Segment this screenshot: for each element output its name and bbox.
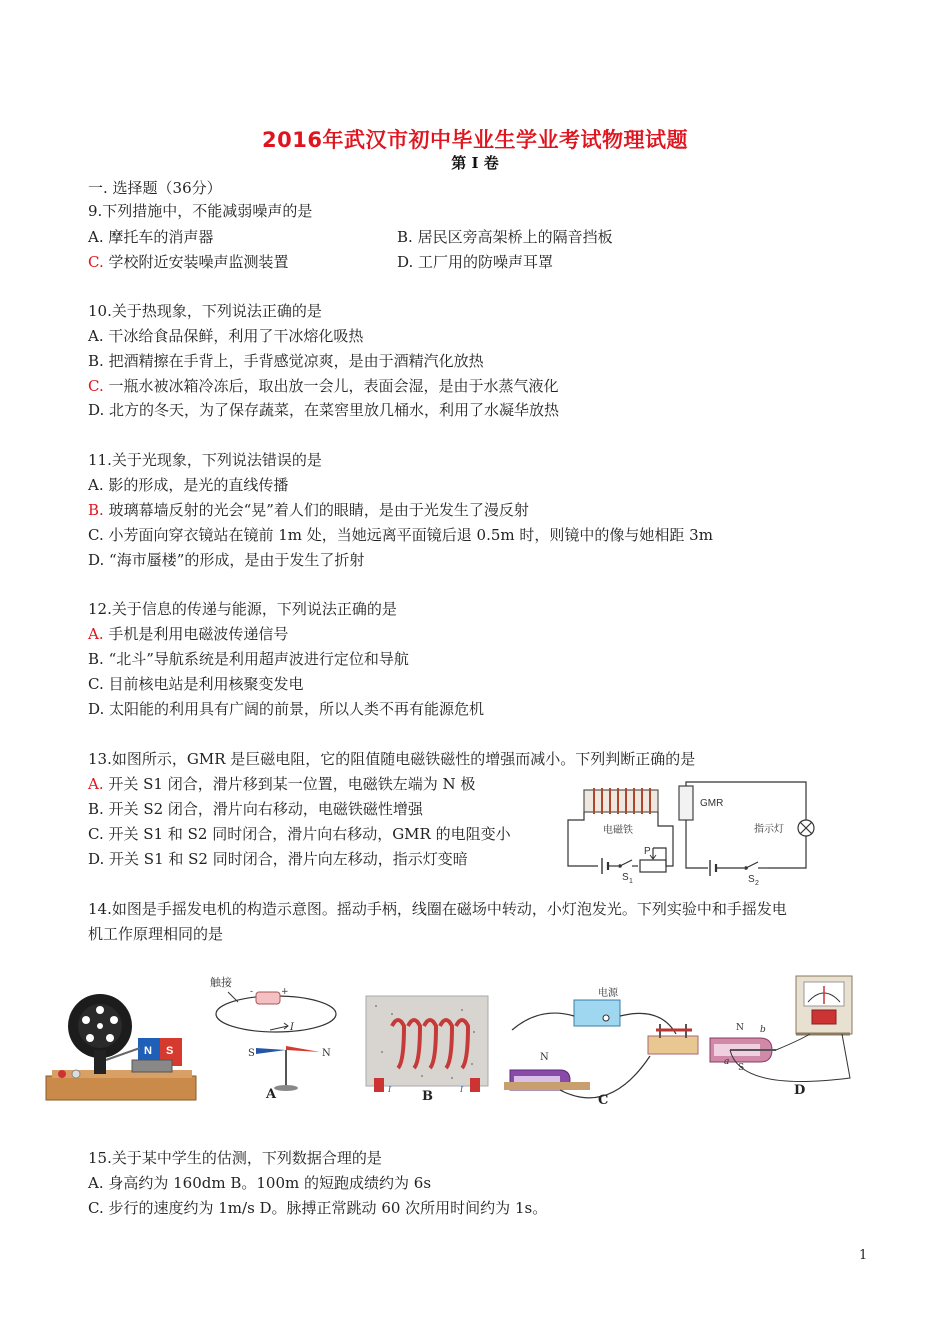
q11-option-b: B. 玻璃幕墙反射的光会“晃”着人们的眼睛，是由于光发生了漫反射 — [88, 501, 529, 519]
q13-option-a: A. 开关 S1 闭合，滑片移到某一位置，电磁铁左端为 N 极 — [88, 775, 476, 793]
magnet-label: 电磁铁 — [603, 825, 633, 836]
option-d-label: D — [794, 1083, 806, 1098]
gmr-resistor — [679, 786, 693, 820]
needle-s — [256, 1048, 286, 1054]
option-a-figure — [208, 972, 348, 1100]
svg-text:N: N — [144, 1045, 152, 1057]
q13-option-d: D. 开关 S1 和 S2 同时闭合，滑片向左移动，指示灯变暗 — [88, 850, 468, 868]
option-c-figure — [500, 986, 705, 1106]
q11-stem: 11.关于光现象，下列说法错误的是 — [88, 451, 322, 469]
svg-text:S: S — [738, 1063, 745, 1073]
gmr-circuit-diagram — [558, 778, 823, 888]
svg-text:P: P — [644, 846, 651, 857]
wooden-base — [46, 1076, 196, 1100]
q11-option-c: C. 小芳面向穿衣镜站在镜前 1m 处，当她远离平面镜后退 0.5m 时，则镜中的像与她相距 3m — [88, 526, 713, 544]
q13-stem: 13.如图所示，GMR 是巨磁电阻，它的阻值随电磁铁磁性的增强而减小。下列判断正确的是 — [88, 750, 696, 768]
svg-text:S: S — [166, 1045, 174, 1057]
svg-text:+: + — [281, 987, 289, 997]
svg-text:I: I — [290, 1022, 294, 1033]
q9-option-a: A. 摩托车的消声器 — [88, 228, 214, 246]
q15-options-cd: C. 步行的速度约为 1m/s D。脉搏正常跳动 60 次所用时间约为 1s。 — [88, 1199, 548, 1217]
q11-option-a: A. 影的形成，是光的直线传播 — [88, 476, 289, 494]
option-c-label: C — [598, 1093, 609, 1106]
q10-option-a: A. 干冰给食品保鲜，利用了干冰熔化吸热 — [88, 327, 364, 345]
electromagnet-core — [584, 790, 658, 812]
q9-option-b: B. 居民区旁高架桥上的隔音挡板 — [397, 228, 613, 246]
option-d-figure — [700, 968, 860, 1102]
q10-option-b: B. 把酒精擦在手背上，手背感觉凉爽，是由于酒精汽化放热 — [88, 352, 484, 370]
option-b-label: B — [422, 1089, 433, 1102]
exam-title: 2016年武汉市初中毕业生学业考试物理试题 — [262, 128, 688, 152]
q12-stem: 12.关于信息的传递与能源，下列说法正确的是 — [88, 600, 397, 618]
q12-option-a: A. 手机是利用电磁波传递信号 — [88, 625, 289, 643]
hand-generator-picture — [42, 990, 202, 1105]
q10-option-d: D. 北方的冬天，为了保存蔬菜，在菜窖里放几桶水，利用了水凝华放热 — [88, 401, 560, 419]
svg-text:S: S — [248, 1048, 255, 1059]
q15-options-ab: A. 身高约为 160dm B。100m 的短跑成绩约为 6s — [88, 1174, 432, 1192]
svg-text:N: N — [322, 1048, 331, 1059]
svg-text:b: b — [760, 1025, 766, 1035]
svg-text:触接: 触接 — [210, 976, 232, 989]
option-a-label: A — [266, 1087, 277, 1100]
q13-option-c: C. 开关 S1 和 S2 同时闭合，滑片向右移动，GMR 的电阻变小 — [88, 825, 511, 843]
q12-option-b: B. “北斗”导航系统是利用超声波进行定位和导航 — [88, 650, 409, 668]
q15-stem: 15.关于某中学生的估测，下列数据合理的是 — [88, 1149, 382, 1167]
q10-stem: 10.关于热现象，下列说法正确的是 — [88, 302, 322, 320]
svg-text:I: I — [388, 1085, 392, 1094]
q14-stem-line1: 14.如图是手摇发电机的构造示意图。摇动手柄，线圈在磁场中转动，小灯泡发光。下列实验中和手摇发电 — [88, 900, 787, 918]
q9-option-d: D. 工厂用的防噪声耳罩 — [397, 253, 554, 271]
page-number: 1 — [859, 1248, 868, 1263]
switch-s2 — [746, 862, 758, 868]
svg-text:1: 1 — [629, 878, 633, 885]
rheostat — [640, 860, 666, 872]
gmr-label: GMR — [700, 798, 724, 809]
svg-text:a: a — [724, 1057, 730, 1067]
svg-text:2: 2 — [755, 880, 759, 887]
section-heading: 一. 选择题（36分） — [88, 179, 222, 197]
q12-option-c: C. 目前核电站是利用核聚变发电 — [88, 675, 304, 693]
needle-n — [286, 1046, 320, 1052]
rail-stand — [648, 1036, 698, 1054]
q11-option-d: D. “海市蜃楼”的形成，是由于发生了折射 — [88, 551, 365, 569]
svg-text:N: N — [540, 1052, 549, 1063]
svg-text:S: S — [748, 874, 755, 885]
battery — [256, 992, 280, 1004]
switch-s1 — [620, 860, 632, 866]
q12-option-d: D. 太阳能的利用具有广阔的前景，所以人类不再有能源危机 — [88, 700, 485, 718]
svg-text:电源: 电源 — [598, 988, 618, 999]
lamp-label: 指示灯 — [754, 824, 784, 835]
q9-option-c: C. 学校附近安装噪声监测装置 — [88, 253, 289, 271]
svg-text:N: N — [736, 1023, 744, 1033]
q14-stem-line2: 机工作原理相同的是 — [88, 925, 224, 943]
volume-subtitle: 第 I 卷 — [451, 154, 499, 172]
svg-text:I: I — [460, 1085, 464, 1094]
q9-stem: 9.下列措施中，不能减弱噪声的是 — [88, 202, 313, 220]
q10-option-c: C. 一瓶水被冰箱冷冻后，取出放一会儿，表面会湿，是由于水蒸气液化 — [88, 377, 559, 395]
svg-text:-: - — [250, 987, 254, 997]
option-b-figure — [362, 992, 492, 1102]
power-supply — [574, 1000, 620, 1026]
q13-option-b: B. 开关 S2 闭合，滑片向右移动，电磁铁磁性增强 — [88, 800, 423, 818]
svg-text:S: S — [622, 872, 629, 883]
